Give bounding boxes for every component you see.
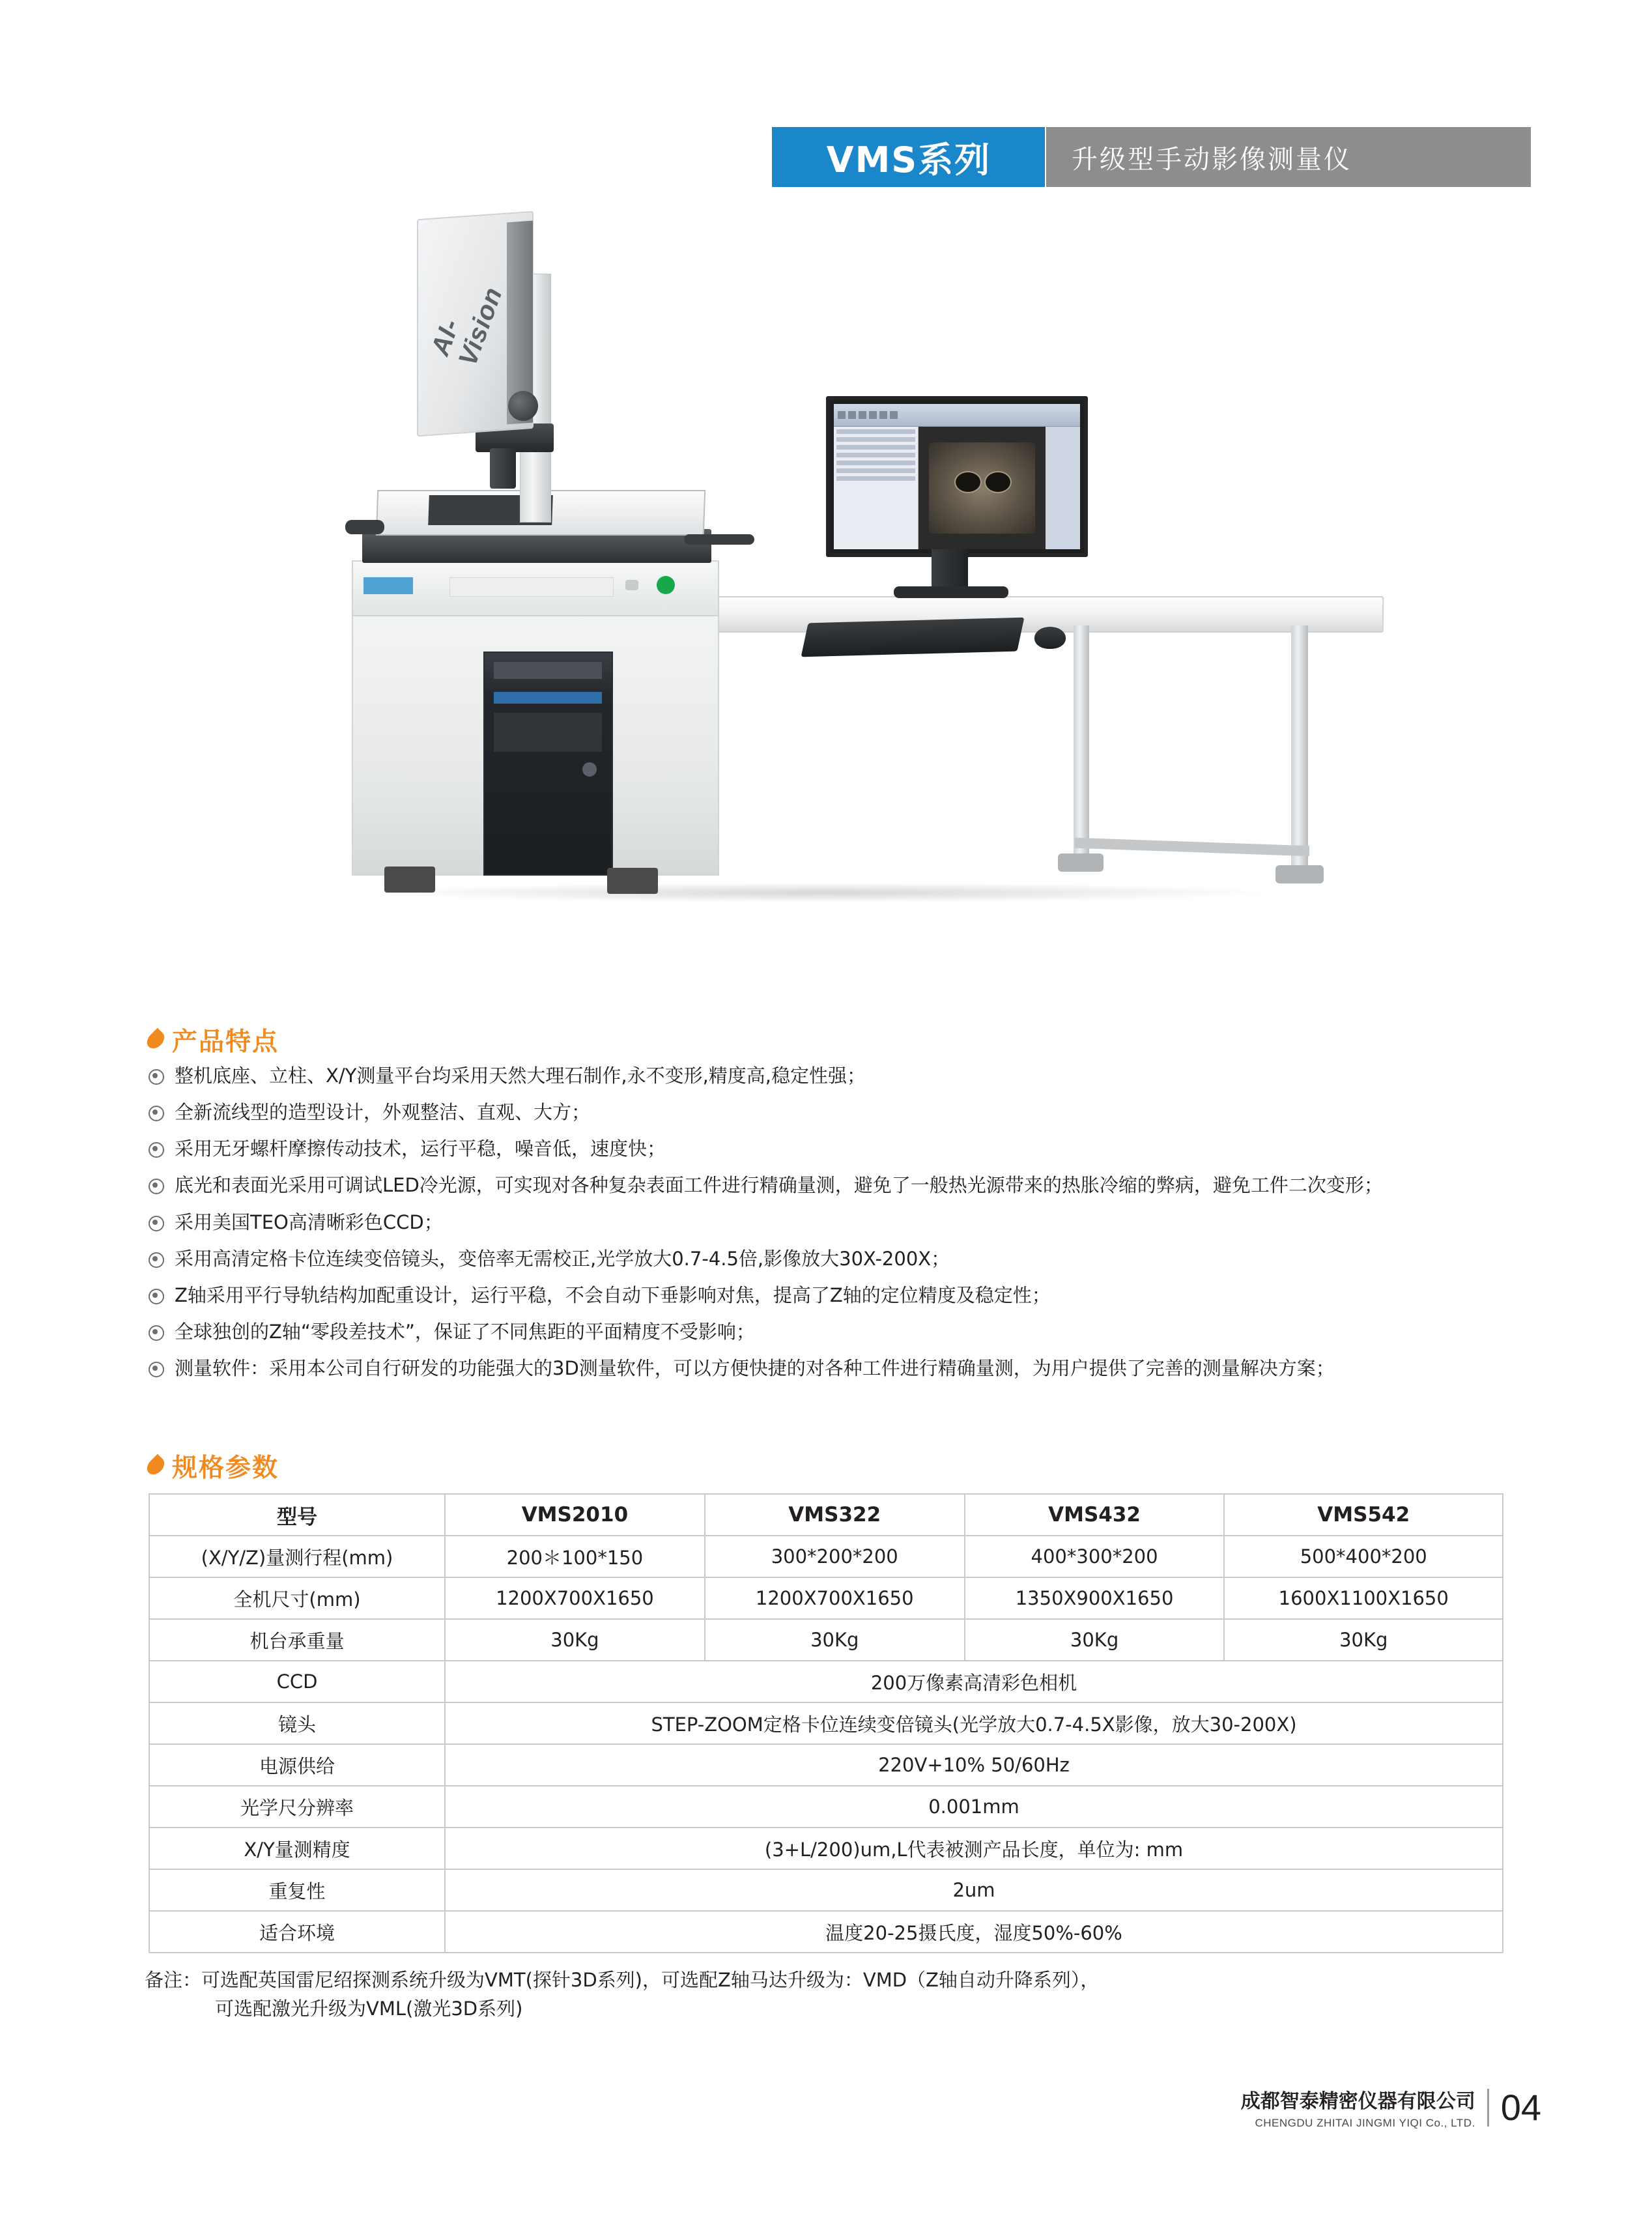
mouse (1034, 627, 1066, 649)
bullet-icon (149, 1142, 164, 1158)
header-series-label: VMS系列 (826, 139, 991, 180)
workbench-foot-right (1275, 865, 1324, 883)
toolbar-icon (879, 411, 887, 419)
list-item (149, 1319, 1530, 1345)
list-item (149, 1356, 1530, 1381)
feature-text: 采用高清定格卡位连续变倍镜头，变倍率无需校正,光学放大0.7-4.5倍,影像放大30X-200X； (175, 1247, 950, 1270)
panel-row (836, 461, 915, 465)
stage-handle-right (684, 534, 754, 545)
feature-text: 测量软件：采用本公司自行研发的功能强大的3D测量软件，可以方便快捷的对各种工件进行精确量测，为用户提供了完善的测量解决方案； (175, 1357, 1335, 1380)
bullet-icon (149, 1069, 164, 1085)
toolbar-icon (848, 411, 856, 419)
table-row (149, 1702, 1503, 1744)
column-header: VMS322 (705, 1494, 965, 1536)
computer-tower (483, 652, 613, 876)
specifications-table (149, 1493, 1503, 1953)
table-row (149, 1577, 1503, 1619)
footer-divider (1487, 2089, 1489, 2127)
row-cell: 200＊100*150 (445, 1536, 705, 1577)
table-row (149, 1911, 1503, 1953)
workbench-leg-left (1074, 625, 1089, 860)
panel-row (836, 468, 915, 473)
part-hole (984, 471, 1012, 493)
workbench-top (697, 596, 1384, 633)
bullet-icon (149, 1216, 164, 1231)
cabinet-foot-left (384, 867, 435, 893)
software-right-panel (1046, 427, 1080, 549)
feature-text: 全新流线型的造型设计，外观整洁、直观、大方； (175, 1101, 591, 1124)
row-cell: 30Kg (445, 1619, 705, 1661)
note-line-2: 可选配激光升级为VML(激光3D系列) (215, 1997, 523, 2020)
flame-icon (144, 1454, 168, 1478)
row-cell-merged: 0.001mm (445, 1786, 1503, 1828)
bullet-icon (149, 1179, 164, 1194)
company-name-en: CHENGDU ZHITAI JINGMI YIQI Co., LTD. (1255, 2117, 1475, 2129)
list-item (149, 1246, 1530, 1272)
list-item (149, 1283, 1530, 1308)
row-cell: 1350X900X1650 (965, 1577, 1225, 1619)
monitor (826, 396, 1088, 557)
machine-power-indicator-icon (657, 576, 675, 594)
page-footer (1241, 2085, 1541, 2130)
row-cell-merged: 220V+10% 50/60Hz (445, 1744, 1503, 1786)
stage-handle-left (345, 520, 384, 534)
toolbar-icon (838, 411, 846, 419)
panel-row (836, 429, 915, 434)
table-row (149, 1536, 1503, 1577)
feature-text: 全球独创的Z轴“零段差技术”，保证了不同焦距的平面精度不受影响； (175, 1320, 755, 1343)
row-cell-merged: 2um (445, 1869, 1503, 1911)
feature-text: 采用无牙螺杆摩擦传动技术，运行平稳，噪音低，速度快； (175, 1138, 666, 1160)
table-row (149, 1744, 1503, 1786)
software-body (834, 427, 1080, 549)
row-cell-merged: 200万像素高清彩色相机 (445, 1661, 1503, 1702)
feature-text: Z轴采用平行导轨结构加配重设计，运行平稳，不会自动下垂影响对焦，提高了Z轴的定位精度及稳定性； (175, 1283, 1051, 1306)
table-note (145, 1966, 1513, 2023)
row-cell: 500*400*200 (1224, 1536, 1503, 1577)
row-cell-merged: STEP-ZOOM定格卡位连续变倍镜头(光学放大0.7-4.5X影像，放大30-200X) (445, 1702, 1503, 1744)
header-subtitle-label: 升级型手动影像测量仪 (1072, 144, 1352, 175)
flame-icon (144, 1028, 168, 1052)
feature-text: 整机底座、立柱、X/Y测量平台均采用天然大理石制作,永不变形,精度高,稳定性强； (175, 1065, 866, 1087)
toolbar-icon (890, 411, 898, 419)
row-cell: 1200X700X1650 (705, 1577, 965, 1619)
workbench-foot-left (1058, 853, 1104, 872)
row-cell: 30Kg (705, 1619, 965, 1661)
feature-text: 底光和表面光采用可调试LED冷光源，可实现对各种复杂表面工件进行精确量测，避免了一般热光源带来的热胀冷缩的弊病，避免工件二次变形； (175, 1174, 1383, 1197)
monitor-screen (834, 404, 1080, 549)
workbench-leg-right (1291, 625, 1308, 873)
column-header: VMS542 (1224, 1494, 1503, 1536)
column-header: VMS432 (965, 1494, 1225, 1536)
features-section-title (149, 1022, 279, 1058)
machine-brand-label: AI-Vision (425, 283, 508, 369)
bullet-icon (149, 1252, 164, 1268)
bullet-icon (149, 1106, 164, 1121)
software-image-view (919, 427, 1046, 549)
company-name-cn: 成都智泰精密仪器有限公司 (1240, 2090, 1475, 2113)
measured-part-image (929, 442, 1035, 534)
table-row (149, 1786, 1503, 1828)
panel-row (836, 437, 915, 442)
row-cell: 300*200*200 (705, 1536, 965, 1577)
keyboard (801, 618, 1025, 657)
row-label: 机台承重量 (149, 1619, 445, 1661)
list-item (149, 1100, 1530, 1125)
row-cell: 1200X700X1650 (445, 1577, 705, 1619)
tower-accent-strip (494, 692, 602, 704)
footer-company (1241, 2085, 1475, 2130)
table-row (149, 1869, 1503, 1911)
tower-drive-bay (494, 662, 602, 679)
table-row (149, 1619, 1503, 1661)
row-cell-merged: 温度20-25摄氏度，湿度50%-60% (445, 1911, 1503, 1953)
focus-knob (508, 391, 538, 421)
header-series-block (772, 127, 1046, 187)
bullet-icon (149, 1289, 164, 1304)
tower-power-button-icon (582, 762, 597, 777)
row-label: CCD (149, 1661, 445, 1702)
row-label: X/Y量测精度 (149, 1828, 445, 1869)
row-label: 电源供给 (149, 1744, 445, 1786)
software-side-panel (834, 427, 919, 549)
row-cell: 30Kg (965, 1619, 1225, 1661)
monitor-base (894, 586, 1008, 598)
monitor-stand (932, 549, 968, 590)
table-row (149, 1828, 1503, 1869)
list-item (149, 1173, 1530, 1198)
note-line-1: 备注：可选配英国雷尼绍探测系统升级为VMT(探针3D系列)，可选配Z轴马达升级为：VMD（Z轴自动升降系列）， (145, 1969, 1100, 1991)
features-title-label: 产品特点 (172, 1027, 279, 1057)
page-number: 04 (1500, 2087, 1541, 2128)
machine-base-nameplate (449, 577, 614, 597)
row-cell: 400*300*200 (965, 1536, 1225, 1577)
features-list (149, 1063, 1530, 1392)
specs-section-title (149, 1448, 279, 1484)
feature-text: 采用美国TEO高清晰彩色CCD； (175, 1211, 443, 1233)
bullet-icon (149, 1325, 164, 1341)
panel-row (836, 453, 915, 457)
workbench-rail (1075, 838, 1309, 857)
row-label: 镜头 (149, 1702, 445, 1744)
row-label: 光学尺分辨率 (149, 1786, 445, 1828)
row-label: 重复性 (149, 1869, 445, 1911)
floor-shadow (384, 883, 1264, 902)
toolbar-icon (869, 411, 877, 419)
list-item (149, 1210, 1530, 1235)
row-label: (X/Y/Z)量测行程(mm) (149, 1536, 445, 1577)
toolbar-icon (859, 411, 866, 419)
header-subtitle-block (1046, 127, 1531, 187)
lens-tube (490, 448, 516, 489)
table-header-row (149, 1494, 1503, 1536)
row-cell: 30Kg (1224, 1619, 1503, 1661)
row-cell-merged: (3+L/200)um,L代表被测产品长度，单位为: mm (445, 1828, 1503, 1869)
panel-row (836, 445, 915, 450)
column-header: VMS2010 (445, 1494, 705, 1536)
page-header-banner (772, 127, 1531, 187)
cabinet-foot-right (607, 868, 658, 894)
software-toolbar (834, 404, 1080, 427)
part-hole (954, 471, 982, 493)
product-photo (345, 195, 1335, 964)
row-label: 适合环境 (149, 1911, 445, 1953)
tower-front-panel (494, 713, 602, 752)
bullet-icon (149, 1362, 164, 1377)
row-label: 全机尺寸(mm) (149, 1577, 445, 1619)
panel-row (836, 476, 915, 481)
list-item (149, 1063, 1530, 1089)
machine-base-logo (363, 577, 413, 594)
specs-title-label: 规格参数 (172, 1454, 279, 1483)
list-item (149, 1136, 1530, 1162)
machine-base-switch-icon (625, 580, 638, 590)
table-row (149, 1661, 1503, 1702)
column-header: 型号 (149, 1494, 445, 1536)
row-cell: 1600X1100X1650 (1224, 1577, 1503, 1619)
